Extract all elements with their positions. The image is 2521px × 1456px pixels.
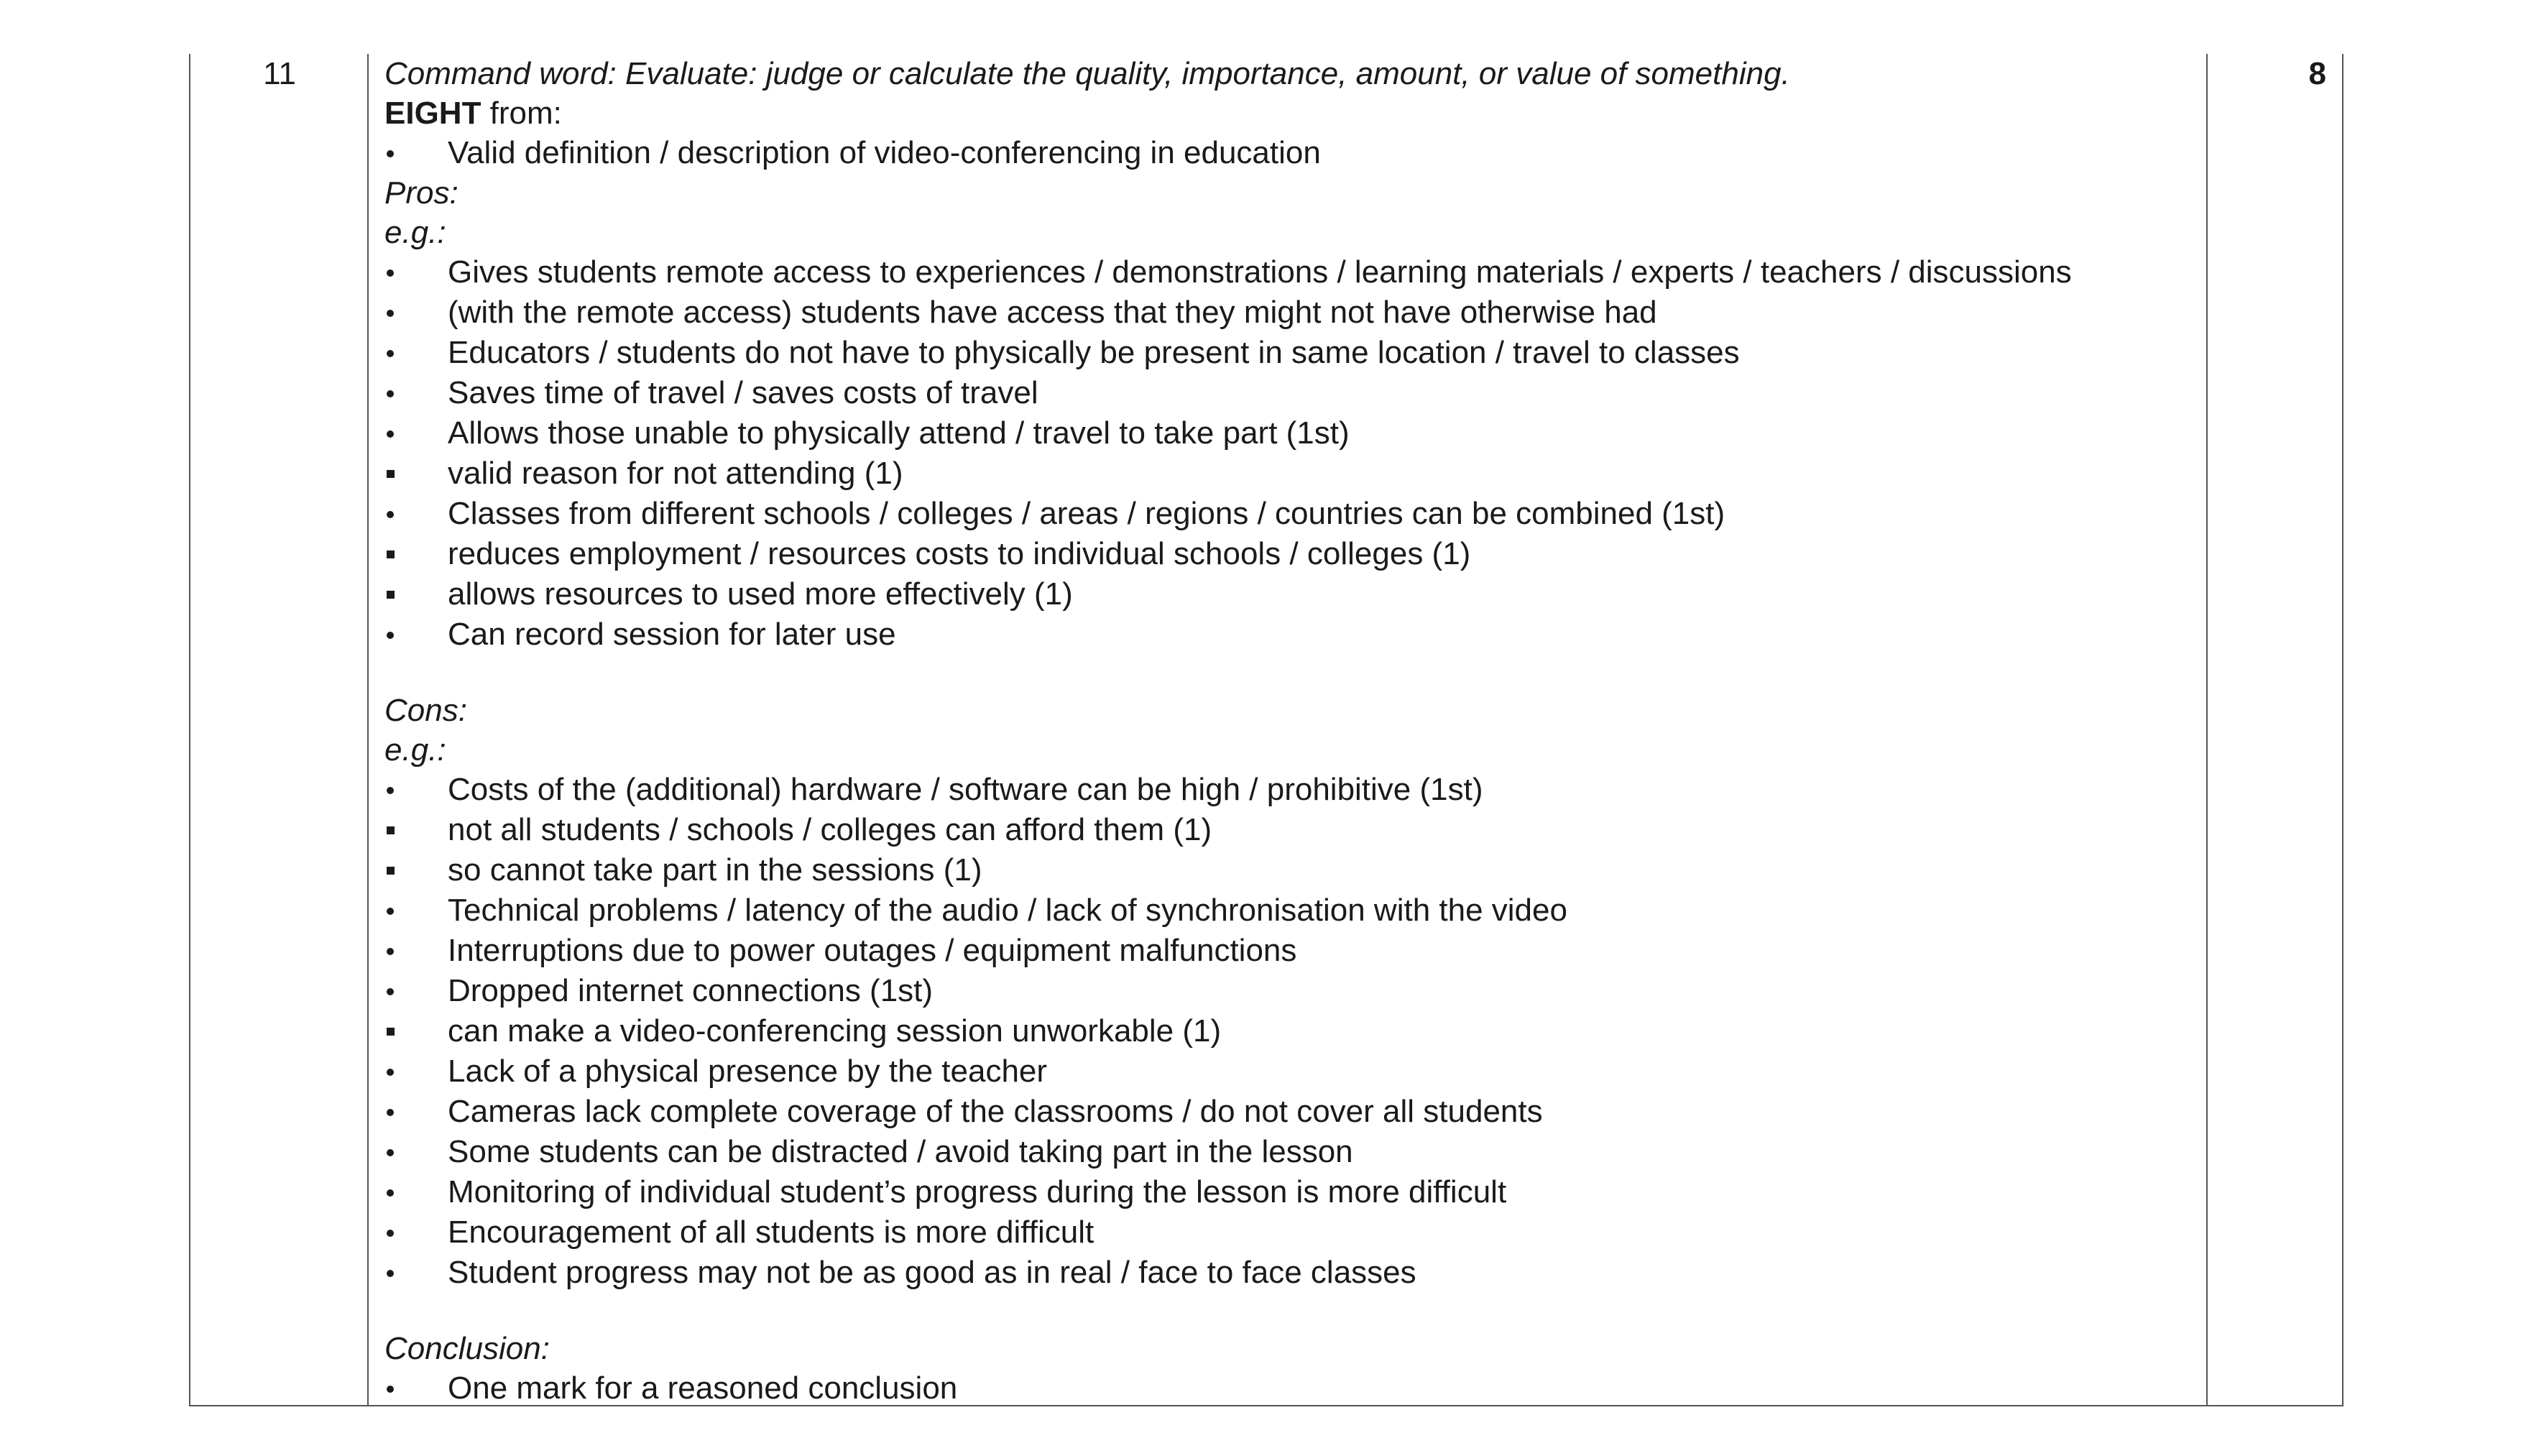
list-item: Allows those unable to physically attend / travel to take part (1st)	[448, 415, 1350, 451]
list-item: Lack of a physical presence by the teacher	[448, 1054, 1048, 1089]
list-item: Encouragement of all students is more difficult	[448, 1215, 1094, 1250]
sub-list-item: so cannot take part in the sessions (1)	[448, 852, 982, 888]
list-item: Monitoring of individual student’s progress during the lesson is more difficult	[448, 1174, 1507, 1210]
command-word: Command word: Evaluate: judge or calculate the quality, importance, amount, or value of something.	[384, 56, 1790, 91]
list-item: Valid definition / description of video-conferencing in education	[448, 135, 1321, 170]
cons-eg: e.g.:	[384, 732, 446, 768]
list-item: Interruptions due to power outages / equipment malfunctions	[448, 933, 1297, 968]
list-item: Dropped internet connections (1st)	[448, 973, 934, 1008]
instruction	[384, 93, 2195, 133]
mark-scheme-table	[189, 54, 2343, 1406]
pros-heading: Pros:	[384, 175, 458, 211]
instruction-bold: EIGHT	[384, 96, 481, 131]
question-number: 11	[263, 56, 296, 91]
list-item: Saves time of travel / saves costs of travel	[448, 375, 1038, 410]
list-item: Costs of the (additional) hardware / software can be high / prohibitive (1st)	[448, 772, 1483, 807]
list-item: Gives students remote access to experiences / demonstrations / learning materials / experts / teachers / discussions	[448, 254, 2072, 290]
list-item: One mark for a reasoned conclusion	[448, 1370, 958, 1406]
list-item: (with the remote access) students have access that they might not have otherwise had	[448, 295, 1657, 330]
cons-heading: Cons:	[384, 693, 467, 728]
list-item: Some students can be distracted / avoid taking part in the lesson	[448, 1134, 1353, 1169]
marks-total: 8	[2308, 56, 2326, 91]
list-item: Educators / students do not have to physically be present in same location / travel to classes	[448, 335, 1740, 370]
conclusion-heading: Conclusion:	[384, 1331, 550, 1366]
sub-list-item: reduces employment / resources costs to individual schools / colleges (1)	[448, 536, 1471, 571]
sub-list-item: valid reason for not attending (1)	[448, 456, 903, 491]
column-divider	[2206, 54, 2208, 1405]
column-divider	[367, 54, 369, 1405]
sub-list-item: can make a video-conferencing session unworkable (1)	[448, 1013, 1222, 1049]
sub-list-item: allows resources to used more effectively (1)	[448, 576, 1073, 612]
answer-cell	[384, 54, 2195, 1409]
list-item: Can record session for later use	[448, 617, 896, 652]
pros-eg: e.g.:	[384, 215, 446, 250]
instruction-rest: from:	[481, 96, 562, 131]
list-item: Cameras lack complete coverage of the classrooms / do not cover all students	[448, 1094, 1543, 1129]
list-item: Student progress may not be as good as in real / face to face classes	[448, 1255, 1416, 1290]
list-item: Technical problems / latency of the audio / lack of synchronisation with the video	[448, 893, 1567, 928]
sub-list-item: not all students / schools / colleges can afford them (1)	[448, 812, 1212, 847]
list-item: Classes from different schools / colleges / areas / regions / countries can be combined (1st)	[448, 496, 1725, 531]
